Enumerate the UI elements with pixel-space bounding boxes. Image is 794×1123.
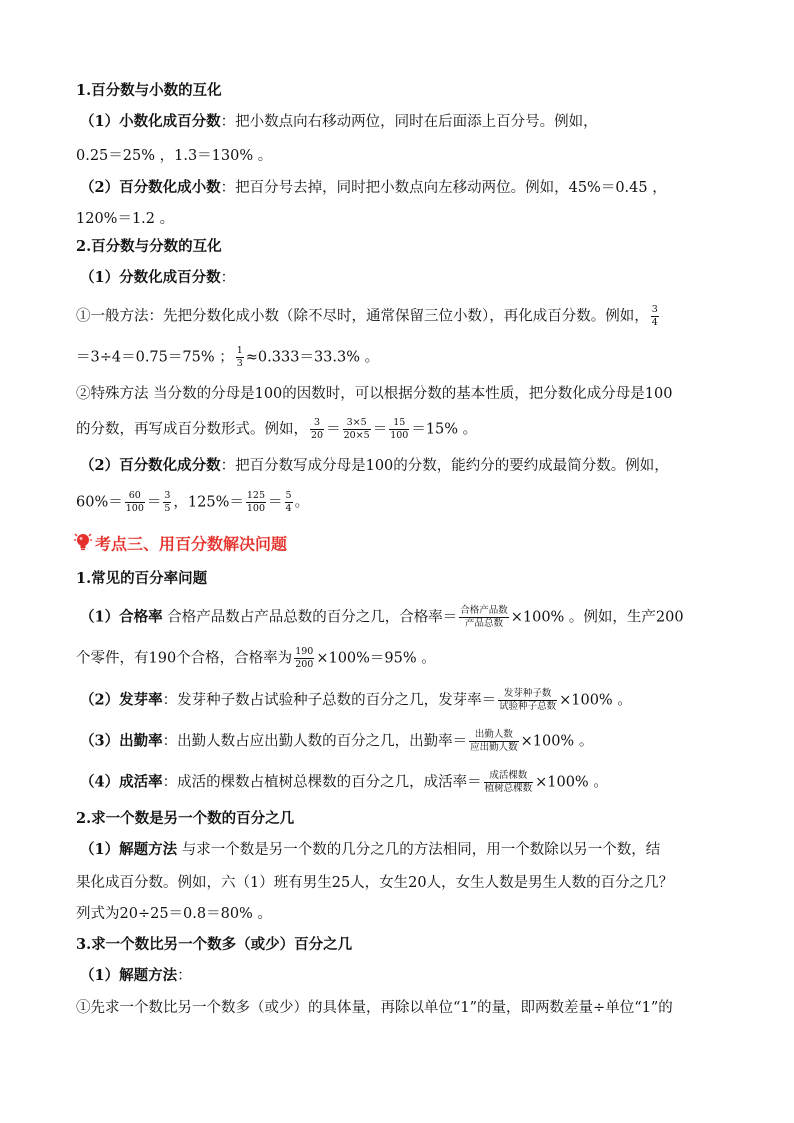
fraction [498, 689, 557, 712]
fraction [163, 491, 171, 514]
item-label: （2）百分数化成分数 [80, 457, 221, 474]
paragraph [80, 839, 660, 861]
example-line [76, 647, 436, 670]
fraction-denominator: 产品总数 [464, 618, 503, 629]
example-line: 0.25＝25% ，1.3＝130% 。 [76, 148, 273, 164]
item-text: ：成活的棵数占植树总棵数的百分之几，成活率＝ [162, 774, 482, 791]
fraction-denominator: 5 [164, 503, 171, 514]
paragraph [80, 689, 632, 712]
fraction-numerator: 3 [651, 304, 658, 315]
item-text: 与求一个数是另一个数的几分之几的方法相同，用一个数除以另一个数，结 [177, 842, 661, 858]
fraction-denominator: 20 [311, 430, 324, 441]
fraction [246, 491, 266, 514]
item-text: ：把小数点向右移动两位，同时在后面添上百分号。例如， [220, 114, 598, 130]
item-text: ：出勤人数占应出勤人数的百分之几，出勤率＝ [162, 733, 468, 750]
paragraph: ①先求一个数比另一个数多（或少）的具体量，再除以单位“1”的量，即两数差量÷单位“1”的 [76, 1000, 673, 1016]
item-text: ×100% 。 [559, 692, 632, 709]
item-label: （2）百分数化成小数 [80, 179, 221, 196]
fraction [484, 771, 534, 794]
fraction-numerator: 190 [295, 646, 314, 657]
paragraph [80, 965, 192, 987]
item-label: （4）成活率 [80, 773, 163, 791]
item-label: （2）发芽率 [80, 691, 163, 709]
example-text: 。 [294, 494, 310, 511]
fraction-denominator: 试验种子总数 [499, 701, 557, 712]
section-heading [74, 532, 287, 559]
example-text: 的分数，再写成百分数形式。例如， [76, 421, 308, 438]
example-text: ≈0.333＝33.3% 。 [245, 349, 380, 366]
paragraph: ②特殊方法 当分数的分母是100的因数时，可以根据分数的基本性质，把分数化成分母是100 [76, 386, 673, 402]
fraction-denominator: 植树总棵数 [484, 783, 533, 794]
paragraph [80, 111, 598, 133]
item-label: （1）解题方法 [80, 841, 178, 858]
fraction-numerator: 1 [236, 345, 243, 356]
fraction-denominator: 20×5 [343, 430, 370, 441]
paragraph [80, 177, 667, 199]
item-label: （1）分数化成百分数 [80, 269, 221, 286]
item-text: 合格产品数占产品总数的百分之几，合格率＝ [162, 609, 458, 626]
example-line: 列式为20÷25＝0.8＝80% 。 [76, 906, 272, 922]
paragraph [80, 267, 235, 289]
item-text: ×100% 。 [535, 774, 608, 791]
fraction-numerator: 60 [125, 491, 145, 503]
item-label: （1）解题方法 [80, 967, 178, 984]
section-title: 3.求一个数比另一个数多（或少）百分之几 [76, 936, 353, 953]
fraction [343, 418, 371, 441]
paragraph [76, 305, 661, 328]
fraction-numerator: 3 [310, 418, 324, 430]
fraction-numerator: 成活棵数 [484, 771, 534, 783]
example-text: 60%＝ [76, 494, 123, 511]
item-label: （1）合格率 [80, 608, 163, 626]
fraction-numerator: 125 [246, 490, 266, 501]
item-label: （1）小数化成百分数 [80, 113, 221, 130]
example-text: ＝3÷4＝0.75＝75% ； [76, 349, 234, 366]
fraction [651, 305, 659, 328]
fraction-denominator: 4 [285, 503, 292, 514]
fraction-numerator: 15 [389, 418, 409, 430]
method-text: ①一般方法：先把分数化成小数（除不尽时，通常保留三位小数），再化成百分数。例如， [76, 308, 649, 325]
fraction-numerator: 3×5 [343, 418, 371, 430]
fraction-numerator: 出勤人数 [469, 730, 519, 742]
fraction-numerator: 合格产品数 [460, 605, 508, 616]
paragraph [80, 730, 593, 753]
example-line: 120%＝1.2 。 [76, 211, 175, 227]
lightbulb-icon [74, 532, 92, 559]
section-title: 2.百分数与分数的互化 [76, 238, 222, 255]
item-text: ： [220, 270, 236, 286]
example-line: 的分数，再写成百分数形式。例如， $\frac{3}{20}$ ＝ $\frac{3\times 5}{20\times 5}$ ＝ $\frac{15}{100}$ ＝15% 。 [76, 417, 478, 441]
fraction-numerator: 5 [285, 490, 292, 501]
item-text: ：把百分数写成分母是100的分数，能约分的要约成最简分数。例如， [220, 458, 669, 474]
fraction [285, 491, 293, 514]
fraction [459, 606, 509, 629]
example-line: 60%＝ $\frac{60}{100}$ ＝ $\frac{3}{5}$ ，125%＝ $\frac{125}{100}$ ＝ $\frac{5}{4}$ 。 [76, 490, 310, 514]
item-text: ×100% 。 [520, 733, 594, 750]
fraction-denominator: 100 [125, 503, 144, 514]
example-text: 个零件，有190个合格，合格率为 [76, 650, 293, 667]
fraction [294, 647, 314, 670]
fraction-denominator: 100 [246, 503, 266, 514]
section-title: 1.百分数与小数的互化 [76, 82, 222, 99]
example-line [76, 346, 379, 369]
fraction-denominator: 4 [651, 317, 658, 328]
section-title: 2.求一个数是另一个数的百分之几 [76, 810, 295, 827]
item-text: ：发芽种子数占试验种子总数的百分之几，发芽率＝ [162, 692, 497, 709]
fraction [125, 491, 145, 514]
paragraph [80, 606, 684, 629]
heading-text: 考点三、用百分数解决问题 [95, 534, 288, 554]
fraction [389, 418, 409, 441]
fraction-denominator: 200 [295, 659, 314, 670]
item-text: ×100% 。例如，生产200 [510, 609, 684, 626]
example-text: ×100%＝95% 。 [316, 650, 436, 667]
example-text: ，125%＝ [173, 494, 244, 511]
fraction-denominator: 100 [390, 430, 409, 441]
item-text: ： [177, 968, 192, 984]
fraction [310, 418, 324, 441]
fraction-numerator: 发芽种子数 [498, 689, 557, 701]
fraction-denominator: 应出勤人数 [470, 742, 518, 753]
paragraph: 果化成百分数。例如，六（1）班有男生25人，女生20人，女生人数是男生人数的百分之几？ [76, 875, 674, 891]
paragraph [80, 455, 669, 477]
item-text: ：把百分号去掉，同时把小数点向左移动两位。例如，45%＝0.45 ， [220, 180, 667, 196]
fraction [469, 730, 519, 753]
fraction-denominator: 3 [236, 358, 243, 369]
example-text: ＝15% 。 [411, 421, 478, 438]
section-title: 1.常见的百分率问题 [76, 570, 208, 587]
paragraph [80, 771, 608, 794]
fraction [236, 346, 244, 369]
item-label: （3）出勤率 [80, 732, 163, 750]
fraction-numerator: 3 [164, 490, 171, 501]
